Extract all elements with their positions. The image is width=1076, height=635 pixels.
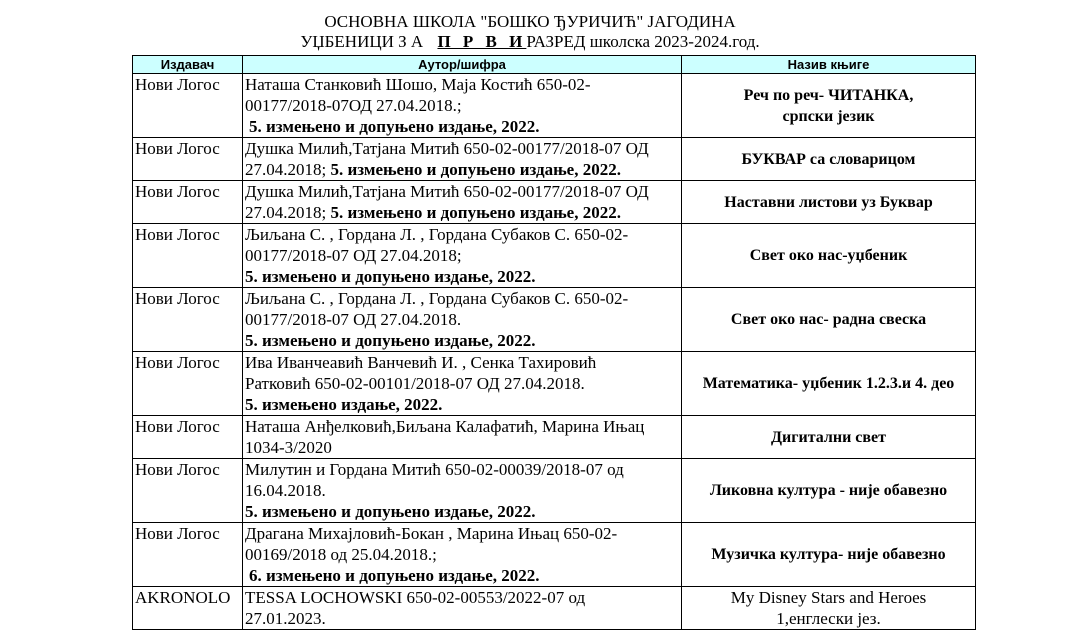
table-row — [133, 74, 976, 138]
author-line — [245, 202, 679, 223]
edition-note: 5. измењено и допуњено издање, 2022. — [245, 267, 536, 286]
publisher-cell: Нови Логос — [133, 288, 243, 352]
book-title-cell: Математика- уџбеник 1.2.3.и 4. део — [682, 352, 976, 416]
author-line: Драгана Михајловић-Бокан , Марина Ињац 650-02- — [245, 524, 618, 543]
table-row — [133, 459, 976, 523]
book-title-cell: Свет око нас-уџбеник — [682, 224, 976, 288]
edition-note: 5. измењено и допуњено издање, 2022. — [330, 160, 621, 179]
author-line: 00177/2018-07ОД 27.04.2018.; — [245, 96, 462, 115]
publisher-cell: Нови Логос — [133, 74, 243, 138]
book-title-line: српски језик — [782, 107, 875, 125]
publisher-cell: Нови Логос — [133, 416, 243, 459]
publisher-cell: Нови Логос — [133, 138, 243, 181]
publisher-cell: Нови Логос — [133, 181, 243, 224]
author-cell — [243, 352, 682, 416]
book-title-line: My Disney Stars and Heroes — [730, 588, 927, 607]
book-title-cell: БУКВАР са словарицом — [682, 138, 976, 181]
author-line: 27.01.2023. — [245, 609, 326, 628]
publisher-cell: Нови Логос — [133, 224, 243, 288]
author-text: 27.04.2018; — [245, 203, 327, 222]
book-title-line: Реч по реч- ЧИТАНКА, — [743, 86, 914, 104]
author-line: Милутин и Гордана Митић 650-02-00039/2018-07 од — [245, 460, 624, 479]
table-row — [133, 138, 976, 181]
author-cell — [243, 416, 682, 459]
edition-note: 5. измењено издање, 2022. — [245, 395, 443, 414]
book-title-cell — [682, 587, 976, 630]
table-row — [133, 416, 976, 459]
textbook-table — [132, 55, 976, 630]
table-row — [133, 523, 976, 587]
author-line: 16.04.2018. — [245, 481, 326, 500]
publisher-cell: AKRONOLO — [133, 587, 243, 630]
book-title-cell: Дигитални свет — [682, 416, 976, 459]
subtitle-suffix: РАЗРЕД школска 2023-2024.год. — [526, 32, 760, 51]
table-row — [133, 224, 976, 288]
author-text: 27.04.2018; — [245, 160, 327, 179]
author-cell — [243, 181, 682, 224]
author-line: TESSA LOCHOWSKI 650-02-00553/2022-07 од — [245, 588, 586, 607]
book-title-cell: Ликовна култура - није обавезно — [682, 459, 976, 523]
subtitle-prefix: УЏБЕНИЦИ З А — [300, 32, 424, 51]
author-line — [245, 159, 679, 180]
column-header-publisher: Издавач — [133, 56, 243, 74]
book-title-cell: Музичка култура- није обавезно — [682, 523, 976, 587]
author-cell — [243, 459, 682, 523]
author-line: 00169/2018 од 25.04.2018.; — [245, 545, 437, 564]
author-cell — [243, 587, 682, 630]
table-row — [133, 181, 976, 224]
author-line: Љиљана С. , Гордана Л. , Гордана Субаков С. 650-02- — [245, 225, 629, 244]
publisher-cell: Нови Логос — [133, 352, 243, 416]
book-title-cell: Свет око нас- радна свеска — [682, 288, 976, 352]
author-line: Душка Милић,Татјана Митић 650-02-00177/2018-07 ОД — [245, 182, 649, 201]
edition-note: 6. измењено и допуњено издање, 2022. — [249, 566, 540, 585]
edition-note: 5. измењено и допуњено издање, 2022. — [245, 331, 536, 350]
column-header-author: Аутор/шифра — [243, 56, 682, 74]
publisher-cell: Нови Логос — [133, 523, 243, 587]
author-cell — [243, 288, 682, 352]
document-subtitle — [0, 32, 1068, 52]
author-line: Љиљана С. , Гордана Л. , Гордана Субаков С. 650-02- — [245, 289, 629, 308]
author-line: Ива Иванчеавић Ванчевић И. , Сенка Тахировић — [245, 353, 597, 372]
table-row — [133, 288, 976, 352]
author-cell — [243, 74, 682, 138]
book-title-line: 1,енглески јез. — [776, 609, 881, 628]
edition-note: 5. измењено и допуњено издање, 2022. — [245, 502, 536, 521]
table-row — [133, 352, 976, 416]
author-line: Ратковић 650-02-00101/2018-07 ОД 27.04.2018. — [245, 374, 585, 393]
edition-note: 5. измењено и допуњено издање, 2022. — [249, 117, 540, 136]
author-line: 00177/2018-07 ОД 27.04.2018; — [245, 246, 462, 265]
author-line: Душка Милић,Татјана Митић 650-02-00177/2018-07 ОД — [245, 139, 649, 158]
table-header-row — [133, 56, 976, 74]
column-header-book-title: Назив књиге — [682, 56, 976, 74]
author-cell — [243, 224, 682, 288]
table-row — [133, 587, 976, 630]
document-title: ОСНОВНА ШКОЛА "БОШКО ЂУРИЧИЋ" ЈАГОДИНА — [324, 12, 736, 31]
author-cell — [243, 138, 682, 181]
book-title-cell: Наставни листови уз Буквар — [682, 181, 976, 224]
author-line: Наташа Анђелковић,Биљана Калафатић, Марина Ињац — [245, 417, 645, 436]
author-cell — [243, 523, 682, 587]
author-line: Наташа Станковић Шошо, Маја Костић 650-02- — [245, 75, 591, 94]
author-line: 00177/2018-07 ОД 27.04.2018. — [245, 310, 462, 329]
publisher-cell: Нови Логос — [133, 459, 243, 523]
author-line: 1034-3/2020 — [245, 438, 332, 457]
edition-note: 5. измењено и допуњено издање, 2022. — [330, 203, 621, 222]
book-title-cell — [682, 74, 976, 138]
grade-label: П Р В И — [437, 32, 527, 51]
